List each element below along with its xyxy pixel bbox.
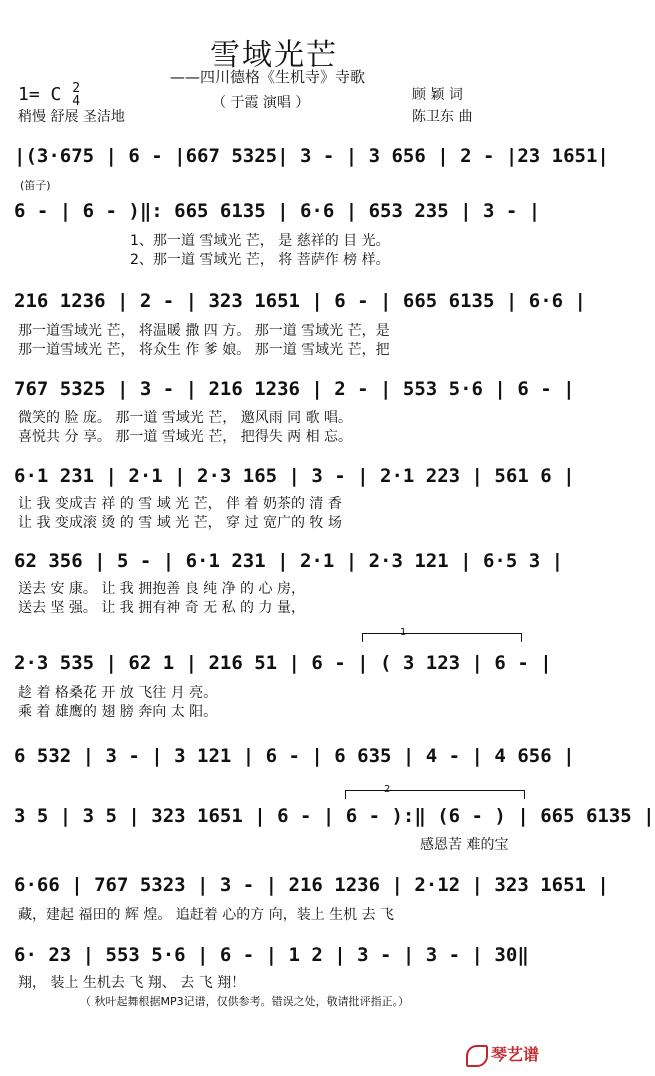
lyric-row-9: 感恩苦 难的宝 [420,837,509,853]
lyric-row-3-verse-1: 那一道雪域光 芒， 将温暖 撒 四 方。 那一道 雪域光 芒，是 [18,323,390,339]
time-top: 2 [72,81,81,96]
score-row-8: 6 532 | 3 - | 3 121 | 6 - | 6 635 | 4 - | 4 656 | [14,745,575,767]
score-row-3: 216 1236 | 2 - | 323 1651 | 6 - | 665 6135 | 6·6 | [14,290,586,312]
lyric-row-4-verse-1: 微笑的 脸 庞。 那一道 雪域光 芒， 邀风雨 同 歌 唱。 [18,410,353,426]
lyric-row-6-verse-2: 送去 坚 强。 让 我 拥有神 奇 无 私 的 力 量， [18,600,305,616]
score-row-11: 6· 23 | 553 5·6 | 6 - | 1 2 | 3 - | 3 - | 30‖ [14,944,529,966]
transcription-note: （ 秋叶起舞根据MP3记谱，仅供参考。错误之处，敬请批评指正。） [80,995,410,1008]
score-row-4: 767 5325 | 3 - | 216 1236 | 2 - | 553 5·6 | 6 - | [14,378,575,400]
lyric-row-10: 藏，建起 福田的 辉 煌。 追赶着 心的方 向，装上 生机 去 飞 [18,907,395,923]
lyric-row-11: 翔， 装上 生机去 飞 翔、 去 飞 翔！ [18,975,246,991]
score-row-7: 2·3 535 | 62 1 | 216 51 | 6 - | ( 3 123 | 6 - | [14,652,552,674]
time-bottom: 4 [72,94,81,109]
tempo-marking: 稍慢 舒展 圣洁地 [18,109,125,125]
lyric-row-7-verse-2: 乘 着 雄鹰的 翅 膀 奔向 太 阳。 [18,704,218,720]
instrument-label: (笛子) [20,179,51,192]
lyric-row-5-verse-2: 让 我 变成滚 烫 的 雪 域 光 芒， 穿 过 宽广的 牧 场 [18,515,342,531]
key-label: 1= C [18,84,62,105]
lyric-row-2-verse-2: 2、那一道 雪域光 芒， 将 菩萨作 榜 样。 [130,252,390,268]
lyric-row-3-verse-2: 那一道雪域光 芒， 将众生 作 爹 娘。 那一道 雪域光 芒，把 [18,342,390,358]
logo-icon [466,1045,488,1067]
time-signature [72,82,80,108]
ending-number-2: 2 [384,784,391,795]
song-title: 雪域光芒 [210,38,338,73]
singer-credit: （ 于霞 演唱 ） [212,95,310,111]
ending-number-1: 1 [400,627,407,638]
score-row-10: 6·66 | 767 5323 | 3 - | 216 1236 | 2·12 | 323 1651 | [14,874,609,896]
ending-bracket-1 [362,633,522,642]
lyricist-credit: 顾 颖 词 [412,87,463,103]
lyric-row-4-verse-2: 喜悦共 分 享。 那一道 雪域光 芒， 把得失 两 相 忘。 [18,429,353,445]
song-subtitle: ——四川德格《生机寺》寺歌 [170,68,366,86]
site-logo [466,1042,539,1067]
score-row-6: 62 356 | 5 - | 6·1 231 | 2·1 | 2·3 121 | 6·5 3 | [14,550,564,572]
lyric-row-7-verse-1: 趁 着 格桑花 开 放 飞往 月 亮。 [18,685,218,701]
score-row-2: 6 - | 6 - )‖: 665 6135 | 6·6 | 653 235 | 3 - | [14,200,541,222]
lyric-row-5-verse-1: 让 我 变成吉 祥 的 雪 域 光 芒， 伴 着 奶茶的 清 香 [18,496,342,512]
key-signature [18,82,80,108]
composer-credit: 陈卫东 曲 [412,109,473,125]
logo-text: 琴艺谱 [491,1045,540,1064]
score-row-1: |(3·675 | 6 - |667 5325| 3 - | 3 656 | 2 - |23 1651| [14,145,609,167]
lyric-row-6-verse-1: 送去 安 康。 让 我 拥抱善 良 纯 净 的 心 房， [18,581,305,597]
score-row-5: 6·1 231 | 2·1 | 2·3 165 | 3 - | 2·1 223 | 561 6 | [14,465,575,487]
score-row-9: 3 5 | 3 5 | 323 1651 | 6 - | 6 - ):‖ (6 - ) | 665 6135 | [14,805,655,827]
ending-bracket-2 [345,790,525,799]
lyric-row-2-verse-1: 1、那一道 雪域光 芒， 是 慈祥的 目 光。 [130,233,390,249]
